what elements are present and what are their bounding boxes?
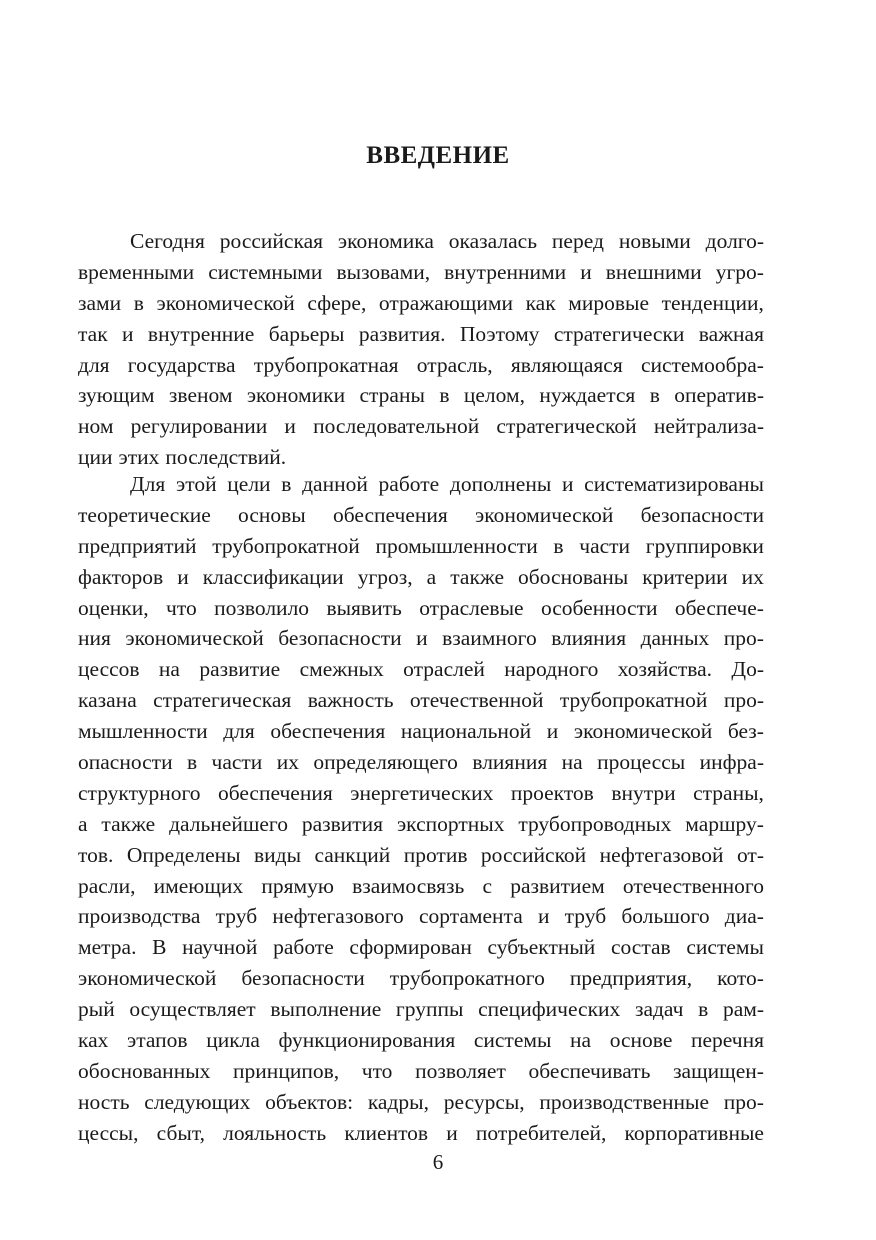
text-line: теоретические основы обеспечения экономической безопасности (78, 502, 764, 527)
paragraph-1 (78, 226, 764, 473)
text-line: так и внутренние барьеры развития. Поэтому стратегически важная (78, 321, 764, 346)
text-line: оценки, что позволило выявить отраслевые особенности обеспече- (78, 595, 764, 620)
text-line: тов. Определены виды санкций против российской нефтегазовой от- (78, 842, 764, 867)
text-line: для государства трубопрокатная отрасль, являющаяся системообра- (78, 352, 764, 377)
text-line: ции этих последствий. (78, 445, 287, 470)
text-line: временными системными вызовами, внутренними и внешними угро- (78, 259, 764, 284)
page-title: ВВЕДЕНИЕ (366, 142, 510, 169)
text-line: ния экономической безопасности и взаимного влияния данных про- (78, 626, 764, 651)
text-line: опасности в части их определяющего влияния на процессы инфра- (78, 750, 764, 775)
text-line: ном регулировании и последовательной стратегической нейтрализа- (78, 414, 764, 439)
text-line: Сегодня российская экономика оказалась перед новыми долго- (130, 229, 764, 253)
text-line: экономической безопасности трубопрокатного предприятия, кото- (78, 966, 764, 991)
text-line: цессов на развитие смежных отраслей народного хозяйства. До- (78, 657, 764, 682)
text-line: расли, имеющих прямую взаимосвязь с развитием отечественного (78, 873, 764, 898)
text-line: рый осуществляет выполнение группы специфических задач в рам- (78, 997, 764, 1022)
text-line: производства труб нефтегазового сортамента и труб большого диа- (78, 904, 764, 929)
text-line: структурного обеспечения энергетических проектов внутри страны, (78, 780, 764, 805)
text-line: метра. В научной работе сформирован субъектный состав системы (78, 935, 764, 960)
text-line: ность следующих объектов: кадры, ресурсы, производственные про- (78, 1089, 764, 1114)
text-line: зами в экономической сфере, отражающими как мировые тенденции, (78, 290, 764, 315)
text-line: мышленности для обеспечения национальной и экономической без- (78, 719, 764, 744)
text-line: ках этапов цикла функционирования системы на основе перечня (78, 1028, 764, 1053)
text-line: обоснованных принципов, что позволяет обеспечивать защищен- (78, 1058, 764, 1083)
text-line: а также дальнейшего развития экспортных трубопроводных маршру- (78, 811, 764, 836)
page-number: 6 (432, 1150, 444, 1174)
text-line: Для этой цели в данной работе дополнены и систематизированы (130, 472, 764, 496)
paragraph-2 (78, 469, 764, 1149)
text-line: казана стратегическая важность отечественной трубопрокатной про- (78, 688, 764, 713)
text-line: цессы, сбыт, лояльность клиентов и потребителей, корпоративные (78, 1120, 764, 1145)
text-line: зующим звеном экономики страны в целом, нуждается в оператив- (78, 383, 764, 408)
text-line: факторов и классификации угроз, а также обоснованы критерии их (78, 564, 764, 589)
text-line: предприятий трубопрокатной промышленности в части группировки (78, 533, 764, 558)
